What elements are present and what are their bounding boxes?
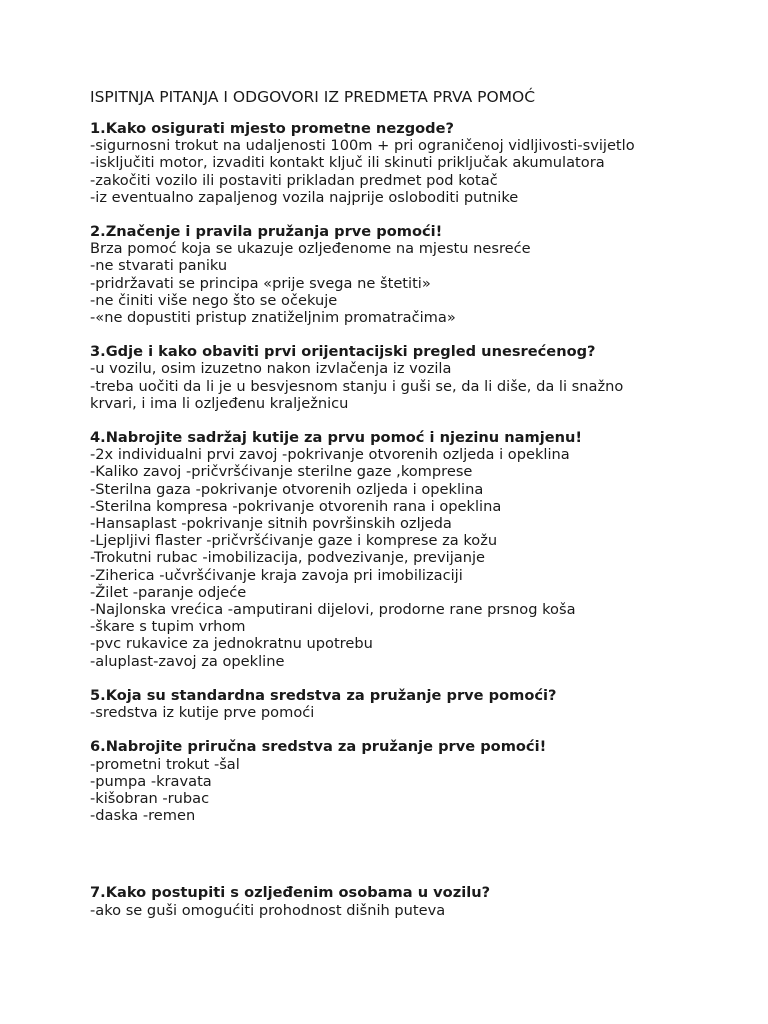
- answer-line: -Ljepljivi flaster -pričvršćivanje gaze i komprese za kožu: [90, 532, 498, 550]
- answer-line: -«ne dopustiti pristup znatiželjnim promatračima»: [90, 309, 456, 327]
- answer-line: -pumpa -kravata: [90, 772, 212, 790]
- question-3: 3.Gdje i kako obaviti prvi orijentacijski pregled unesrećenog?: [90, 343, 596, 361]
- answer-line: -ne stvarati paniku: [90, 257, 228, 275]
- answer-line: -sigurnosni trokut na udaljenosti 100m + pri ograničenoj vidljivosti-svijetlo: [90, 137, 635, 155]
- answer-line: -isključiti motor, izvaditi kontakt ključ ili skinuti priključak akumulatora: [90, 154, 605, 172]
- answer-line: -prometni trokut -šal: [90, 755, 240, 773]
- answer-line: -sredstva iz kutije prve pomoći: [90, 704, 315, 722]
- answer-line: -ne činiti više nego što se očekuje: [90, 291, 338, 309]
- document-title: ISPITNJA PITANJA I ODGOVORI IZ PREDMETA PRVA POMOĆ: [90, 88, 536, 106]
- answer-line: -Sterilna gaza -pokrivanje otvorenih ozljeda i opeklina: [90, 480, 484, 498]
- question-7: 7.Kako postupiti s ozljeđenim osobama u vozilu?: [90, 884, 491, 902]
- section-1: [90, 120, 750, 206]
- question-2: 2.Značenje i pravila pružanja prve pomoći!: [90, 223, 443, 241]
- section-4: [90, 429, 750, 670]
- section-7: [90, 884, 750, 918]
- answer-line: -ako se guši omogućiti prohodnost dišnih puteva: [90, 901, 446, 919]
- answer-line: Brza pomoć koja se ukazuje ozljeđenome na mjestu nesreće: [90, 240, 531, 258]
- answer-line: -Kaliko zavoj -pričvršćivanje sterilne gaze ,komprese: [90, 463, 473, 481]
- question-6: 6.Nabrojite priručna sredstva za pružanje prve pomoći!: [90, 738, 547, 756]
- answer-line: -Hansaplast -pokrivanje sitnih površinskih ozljeda: [90, 515, 452, 533]
- answer-line: krvari, i ima li ozljeđenu kralježnicu: [90, 394, 349, 412]
- answer-line: -pridržavati se principa «prije svega ne štetiti»: [90, 274, 431, 292]
- question-1: 1.Kako osigurati mjesto prometne nezgode?: [90, 120, 454, 137]
- answer-line: -2x individualni prvi zavoj -pokrivanje otvorenih ozljeda i opeklina: [90, 446, 570, 464]
- answer-line: -daska -remen: [90, 807, 196, 825]
- section-6: [90, 738, 750, 824]
- section-2: [90, 223, 750, 326]
- answer-line: -škare s tupim vrhom: [90, 618, 246, 636]
- answer-line: -Sterilna kompresa -pokrivanje otvorenih rana i opeklina: [90, 497, 502, 515]
- answer-line: -Trokutni rubac -imobilizacija, podvezivanje, previjanje: [90, 549, 486, 567]
- document-page: [90, 86, 750, 936]
- section-5: [90, 687, 750, 721]
- answer-line: -Žilet -paranje odjeće: [90, 583, 247, 601]
- answer-line: -pvc rukavice za jednokratnu upotrebu: [90, 635, 373, 653]
- answer-line: -zakočiti vozilo ili postaviti prikladan predmet pod kotač: [90, 171, 498, 189]
- answer-line: -iz eventualno zapaljenog vozila najprije osloboditi putnike: [90, 188, 519, 206]
- question-4: 4.Nabrojite sadržaj kutije za prvu pomoć i njezinu namjenu!: [90, 429, 583, 447]
- section-3: [90, 343, 750, 412]
- answer-line: -kišobran -rubac: [90, 789, 210, 807]
- question-5: 5.Koja su standardna sredstva za pružanje prve pomoći?: [90, 686, 557, 704]
- answer-line: -Ziherica -učvršćivanje kraja zavoja pri imobilizaciji: [90, 566, 463, 584]
- answer-line: -aluplast-zavoj za opekline: [90, 652, 285, 670]
- answer-line: -treba uočiti da li je u besvjesnom stanju i guši se, da li diše, da li snažno: [90, 377, 624, 395]
- answer-line: -u vozilu, osim izuzetno nakon izvlačenja iz vozila: [90, 360, 452, 378]
- answer-line: -Najlonska vrećica -amputirani dijelovi, prodorne rane prsnog koša: [90, 601, 576, 619]
